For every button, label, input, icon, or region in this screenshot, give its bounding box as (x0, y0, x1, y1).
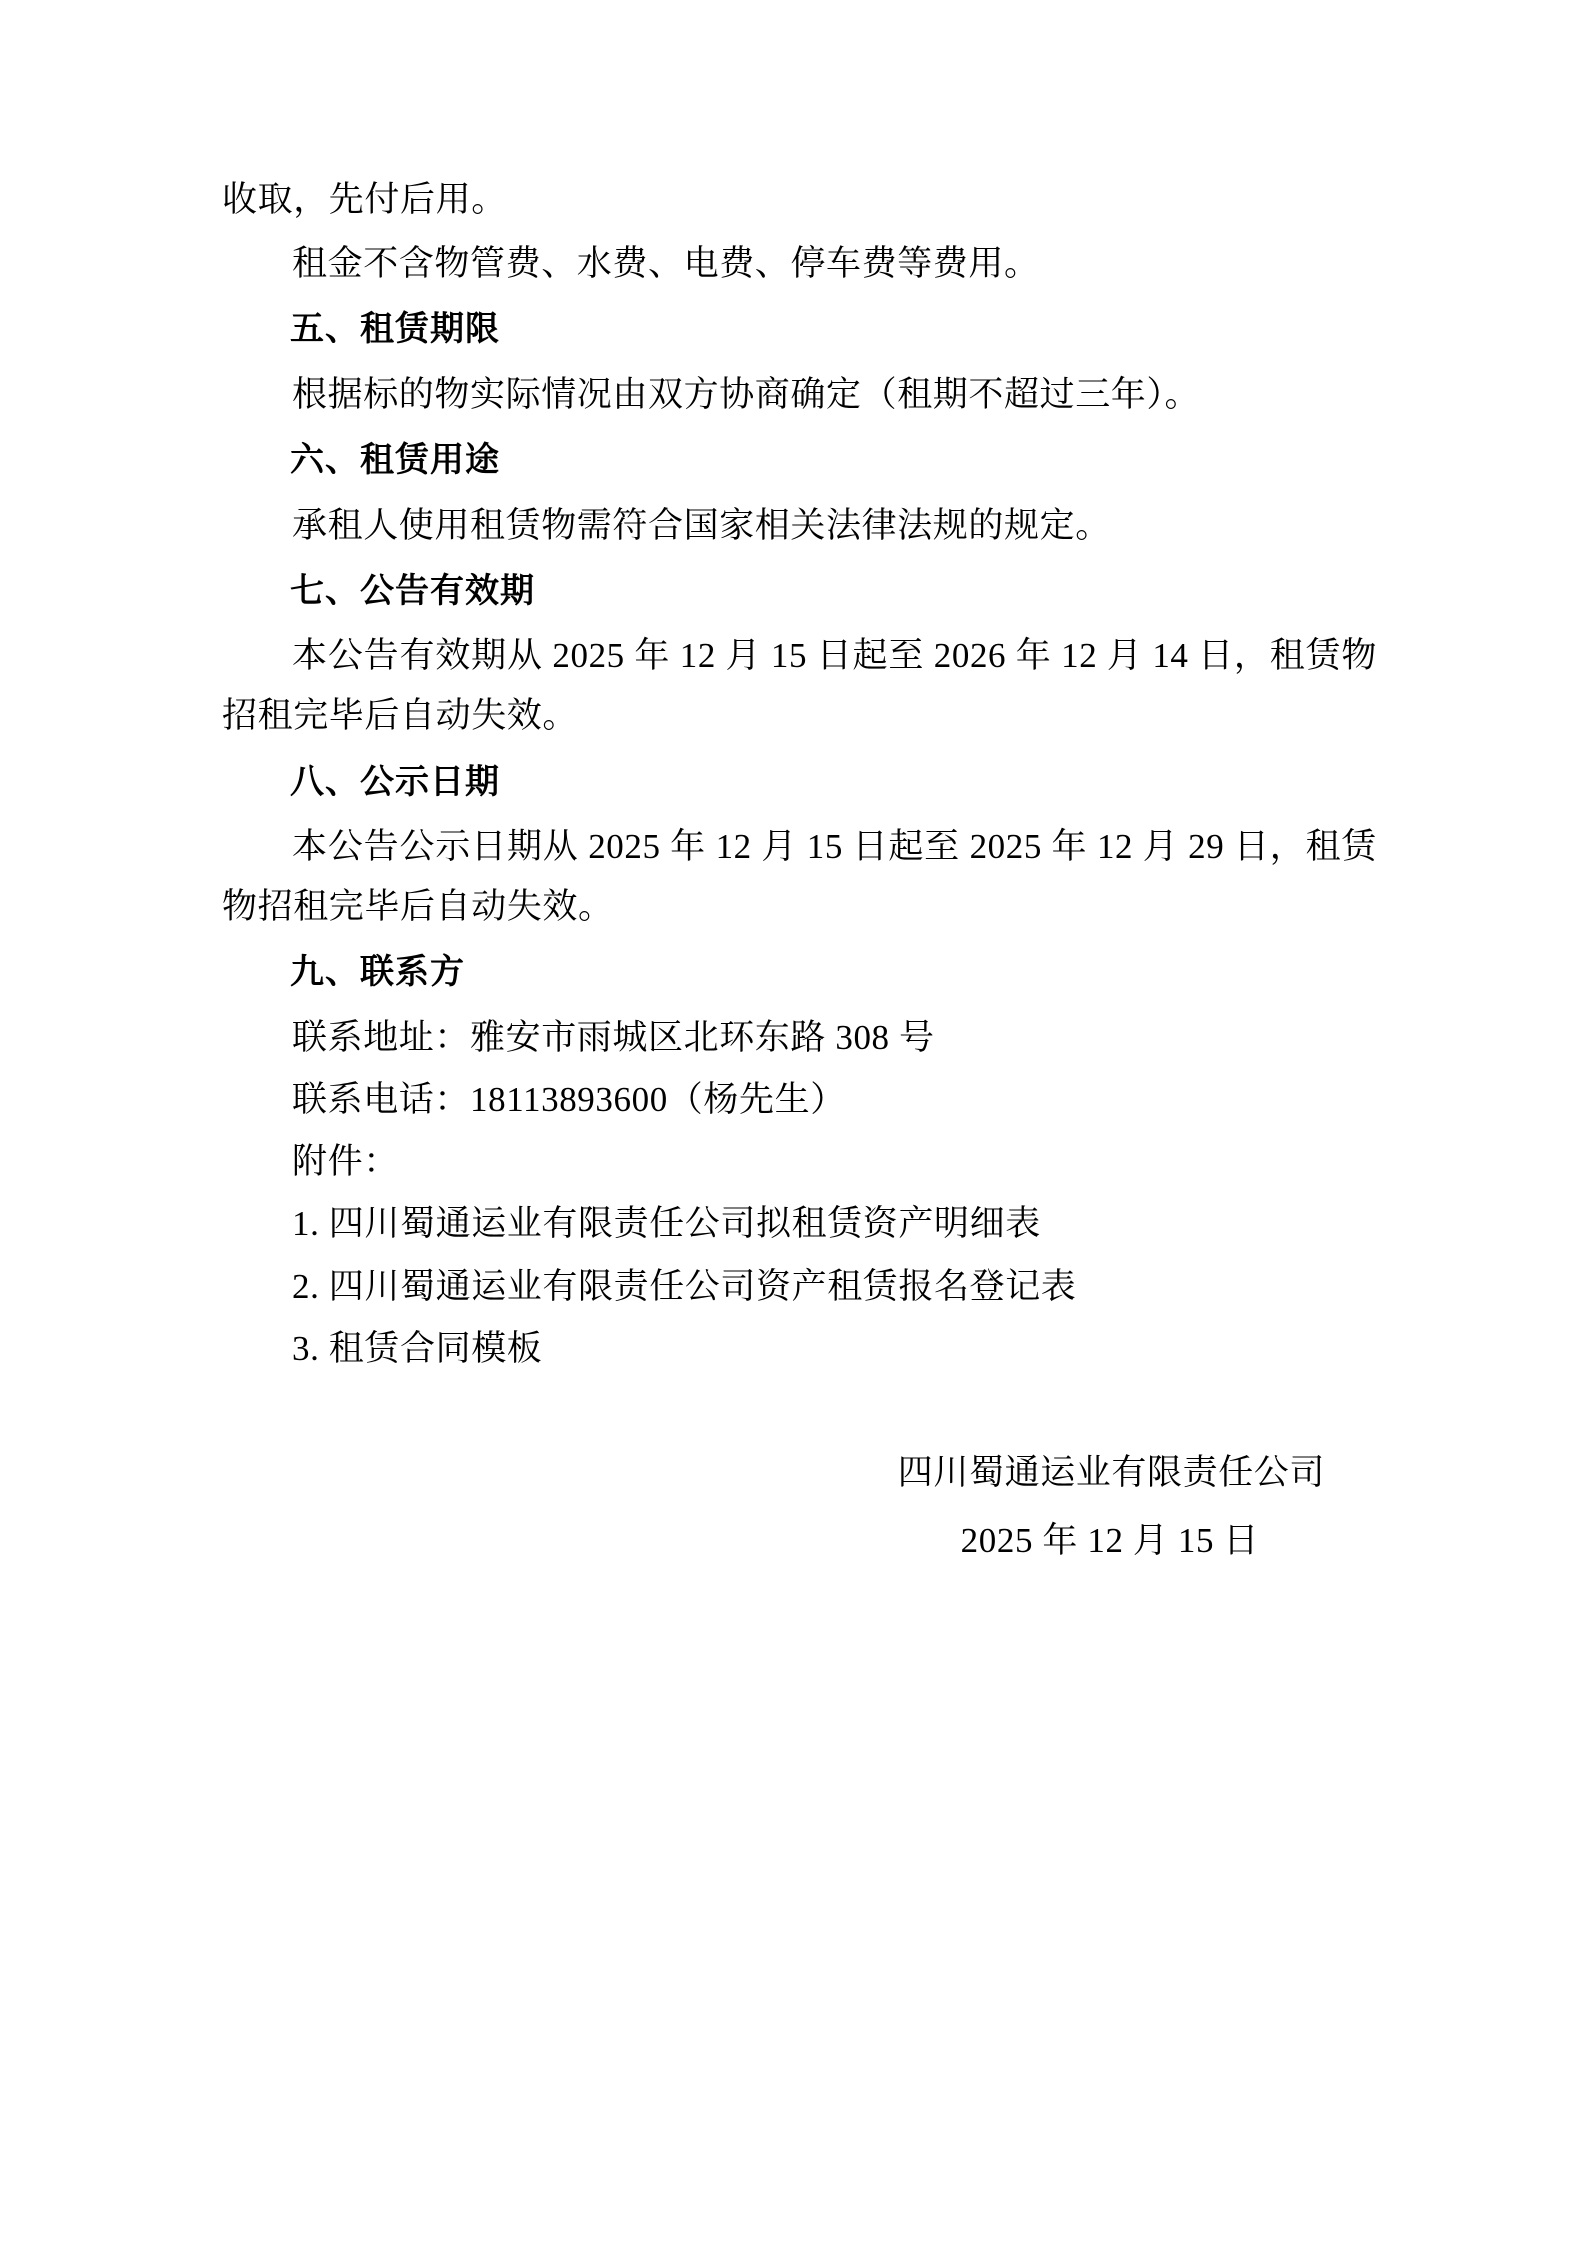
heading-contact: 九、联系方 (290, 952, 465, 993)
paragraph-fee-collect: 收取，先付后用。 (222, 180, 507, 219)
document-body (222, 170, 1377, 1571)
paragraph-rent-excludes: 租金不含物管费、水费、电费、停车费等费用。 (292, 244, 1040, 284)
signature-company: 四川蜀通运业有限责任公司 (897, 1452, 1325, 1492)
paragraph-notice-validity: 本公告有效期从 2025 年 12 月 15 日起至 2026 年 12 月 14 日，租赁物招租完毕后自动失效。 (222, 636, 1377, 736)
paragraph-publicity-date: 本公告公示日期从 2025 年 12 月 15 日起至 2025 年 12 月 29 日，租赁物招租完毕后自动失效。 (222, 827, 1377, 927)
signature-date: 2025 年 12 月 15 日 (960, 1521, 1259, 1561)
heading-lease-term: 五、租赁期限 (290, 309, 500, 350)
heading-notice-validity: 七、公告有效期 (290, 570, 535, 611)
signature-block (222, 1443, 1377, 1571)
contact-address: 联系地址：雅安市雨城区北环东路 308 号 (292, 1017, 935, 1057)
paragraph-lease-purpose: 承租人使用租赁物需符合国家相关法律法规的规定。 (292, 505, 1111, 545)
attachment-item-2: 2. 四川蜀通运业有限责任公司资产租赁报名登记表 (292, 1266, 1077, 1306)
contact-phone: 联系电话：18113893600（杨先生） (292, 1080, 846, 1120)
heading-lease-purpose: 六、租赁用途 (290, 440, 500, 481)
heading-publicity-date: 八、公示日期 (290, 761, 500, 802)
paragraph-lease-term: 根据标的物实际情况由双方协商确定（租期不超过三年）。 (292, 374, 1201, 414)
attachment-item-3: 3. 租赁合同模板 (292, 1328, 543, 1368)
attachment-item-1: 1. 四川蜀通运业有限责任公司拟租赁资产明细表 (292, 1204, 1041, 1244)
attachment-label: 附件： (292, 1142, 399, 1182)
